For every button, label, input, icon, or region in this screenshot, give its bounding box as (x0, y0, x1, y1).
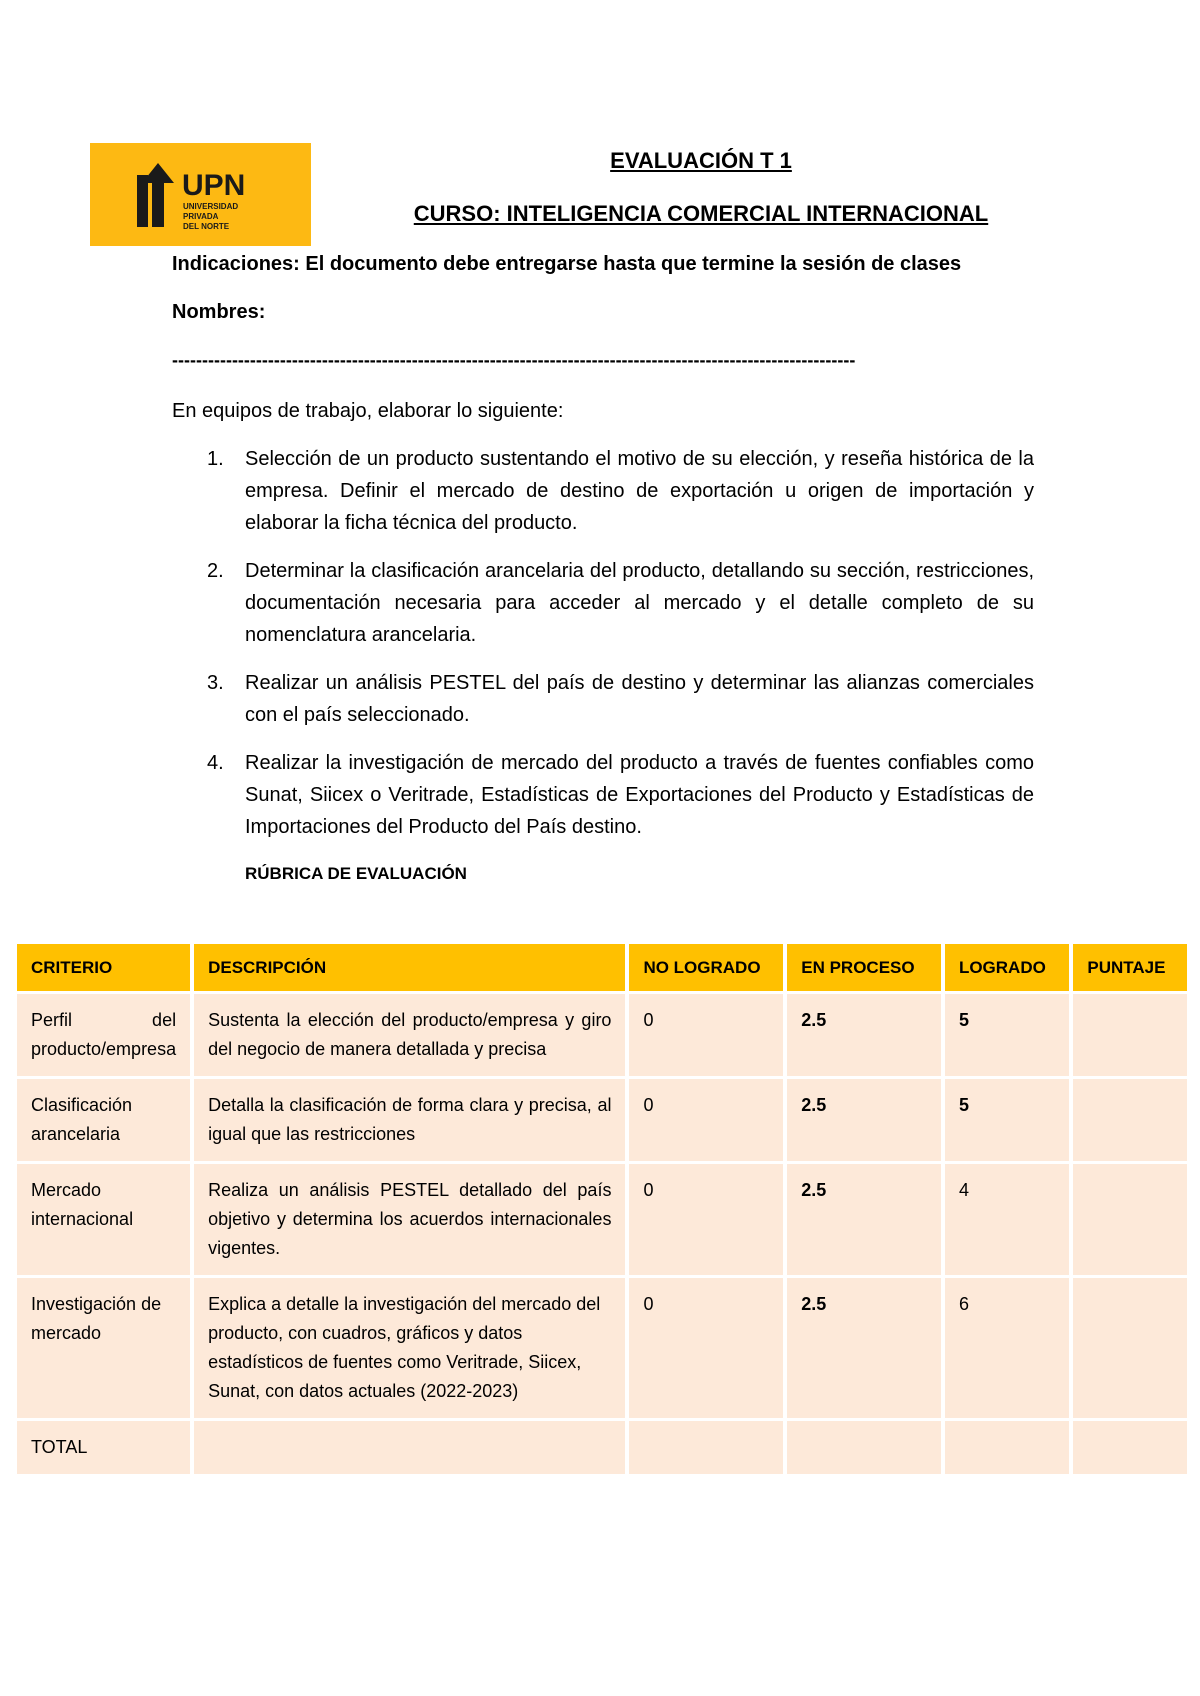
table-row: Investigación de mercado Explica a detalle la investigación del mercado del producto, con cuadros, gráficos y datos estadísticos de fuentes como Veritrade, Siicex, Sunat, con datos actuales (2022-2023) 0 2.5 6 (17, 1278, 1187, 1418)
header-puntaje: PUNTAJE (1073, 944, 1187, 991)
logo-name: UPN (182, 169, 246, 202)
list-item: 1. Selección de un producto sustentando el motivo de su elección, y reseña histórica de la empresa. Definir el mercado de destino de exportación u origen de importación y elaborar la ficha técnica del producto. (207, 448, 1034, 534)
table-header-row (17, 944, 1187, 991)
svg-text:DEL NORTE: DEL NORTE (183, 222, 230, 231)
total-label: TOTAL (17, 1421, 190, 1474)
svg-text:UNIVERSIDAD: UNIVERSIDAD (183, 202, 239, 211)
task-list (172, 443, 1034, 859)
score-cell[interactable] (1073, 1278, 1187, 1418)
indications: Indicaciones: El documento debe entregarse hasta que termine la sesión de clases (172, 253, 962, 275)
rubric-table (13, 941, 1191, 1477)
upn-logo (90, 143, 311, 246)
total-score-cell[interactable] (1073, 1421, 1187, 1474)
table-row: Perfil del producto/empresa Sustenta la elección del producto/empresa y giro del negocio de manera detallada y precisa 0 2.5 5 (17, 994, 1187, 1076)
header-criterio: CRITERIO (17, 944, 190, 991)
names-blank-line: ------------------------------------------------------------------------------------------------------------------ (172, 350, 856, 370)
list-item: 3. Realizar un análisis PESTEL del país de destino y determinar las alianzas comerciales con el país seleccionado. (207, 672, 1034, 726)
list-item: 2. Determinar la clasificación arancelaria del producto, detallando su sección, restricciones, documentación necesaria para acceder al mercado y el detalle completo de su nomenclatura arancelaria. (207, 560, 1034, 646)
document-title: EVALUACIÓN T 1 (610, 148, 792, 173)
score-cell[interactable] (1073, 1079, 1187, 1161)
table-row: Mercado internacional Realiza un análisis PESTEL detallado del país objetivo y determina los acuerdos internacionales vigentes. 0 2.5 4 (17, 1164, 1187, 1275)
header-descripcion: DESCRIPCIÓN (194, 944, 625, 991)
course-title: CURSO: INTELIGENCIA COMERCIAL INTERNACIONAL (413, 201, 989, 226)
list-item: 4. Realizar la investigación de mercado del producto a través de fuentes confiables como Sunat, Siicex o Veritrade, Estadísticas de Exportaciones del Producto y Estadísticas de Importaciones del Producto del País destino. (207, 752, 1034, 838)
header-logrado: LOGRADO (945, 944, 1069, 991)
intro-text: En equipos de trabajo, elaborar lo siguiente: (172, 400, 564, 422)
rubric-title: RÚBRICA DE EVALUACIÓN (245, 864, 467, 883)
header-no-logrado: NO LOGRADO (629, 944, 783, 991)
table-row: Clasificación arancelaria Detalla la clasificación de forma clara y precisa, al igual que las restricciones 0 2.5 5 (17, 1079, 1187, 1161)
score-cell[interactable] (1073, 994, 1187, 1076)
names-label: Nombres: (172, 301, 266, 323)
score-cell[interactable] (1073, 1164, 1187, 1275)
upn-logo-icon (90, 143, 311, 246)
header-en-proceso: EN PROCESO (787, 944, 941, 991)
table-total-row (17, 1421, 1187, 1474)
svg-text:PRIVADA: PRIVADA (183, 212, 219, 221)
